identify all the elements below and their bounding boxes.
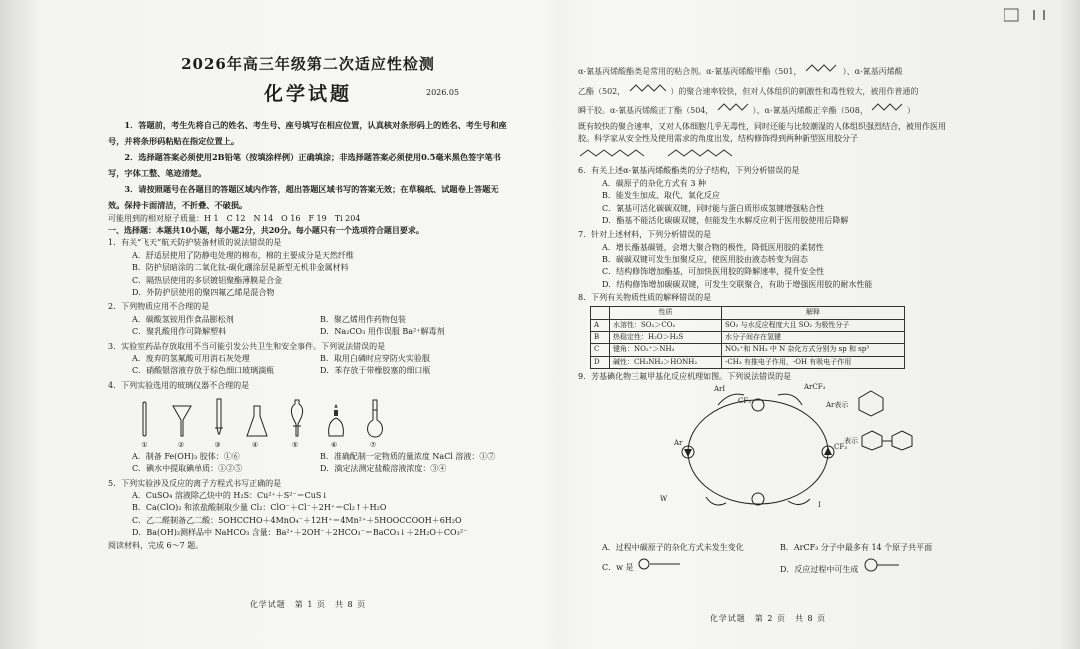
separatory-funnel-icon: [288, 398, 306, 438]
question-9: [578, 372, 958, 575]
option-a: A．制备 Fe(OH)₃ 胶体：①⑥: [132, 451, 240, 461]
label-2: ②: [177, 441, 185, 450]
option-b: B．能发生加成、取代、氧化反应: [602, 191, 720, 201]
option-c: C．结构修饰增加酯基，可加快医用胶的降解速率，提升安全性: [602, 267, 825, 277]
instruction-3: 3．请按照题号在各题目的答题区域内作答，超出答题区域书写的答案无效；在草稿纸、试题卷上答题无效。保持卡面清洁，不折叠、不破损。: [108, 183, 499, 210]
option-c: C．碘水中提取碘单质：①②⑤: [132, 464, 243, 474]
table-row: [591, 319, 905, 331]
table-cell: 水溶性：SO₂＞CO₂: [610, 319, 722, 331]
question-4: [108, 380, 508, 476]
question-stem: 2．下列物质应用不合理的是: [108, 302, 210, 312]
option-b: B．Ca(ClO)₂ 和浓盐酸制取少量 Cl₂：ClO⁻＋Cl⁻＋2H⁺＝Cl₂↑＋H₂O: [132, 503, 387, 513]
option-a: A．碳酸氢铵用作食品膨松剂: [132, 314, 234, 324]
property-table: [590, 306, 905, 369]
label-cf3-right: CF₃: [834, 443, 848, 452]
glassware-labels: [108, 440, 508, 451]
option-d: D．苯存放于带橡胶塞的细口瓶: [320, 366, 431, 376]
label-5: ⑤: [291, 441, 299, 450]
table-header: 解释: [722, 307, 905, 319]
question-stem: 5．下列实验涉及反应的离子方程式书写正确的是: [108, 478, 282, 488]
passage-part-6: ）、α-氰基丙烯酸正辛酯（508，: [752, 106, 868, 116]
question-stem: 3．实验室药品存放取用不当可能引发公共卫生和安全事件。下列说法错误的是: [108, 341, 386, 351]
option-b: B．准确配制一定物质的量浓度 NaCl 溶液：①⑦: [320, 451, 496, 461]
question-8: [578, 293, 958, 369]
instructions: [108, 118, 508, 214]
option-d-text: D．反应过程中可生成: [780, 564, 859, 574]
table-row: [591, 356, 905, 368]
question-7: [578, 229, 958, 291]
passage-part-2: ）、α-氰基丙烯酸: [842, 67, 903, 76]
table-cell: 碱性：CH₃NH₂＞HONH₂: [610, 356, 722, 368]
table-cell: D: [591, 356, 610, 368]
option-b: B．ArCF₃ 分子中最多有 14 个原子共平面: [780, 543, 933, 553]
bipyridine-icon: [860, 429, 916, 451]
table-cell: A: [591, 319, 610, 331]
conical-flask-icon: [246, 398, 268, 438]
reading-note: 阅读材料，完成 6～7 题。: [108, 540, 204, 550]
structure-502-icon: [628, 82, 668, 94]
label-3: ③: [214, 441, 221, 450]
option-c: [602, 558, 780, 576]
glass-rod-icon: [138, 398, 152, 438]
table-cell: C: [591, 344, 610, 356]
expand-icon[interactable]: [1004, 8, 1050, 22]
funnel-icon: [172, 398, 192, 438]
option-d: D．酯基不能活化碳碳双键，但能发生水解反应利于医用胶使用后降解: [602, 215, 849, 225]
option-a: A．废弃的氢氟酸可用消石灰处理: [132, 353, 250, 363]
table-cell: B: [591, 331, 610, 343]
option-d: D．滴定法测定盐酸溶液浓度：③④: [320, 464, 447, 474]
option-a: A．舒适层使用了防静电处理的棉布，棉的主要成分是天然纤维: [132, 250, 354, 260]
passage-part-4: ）的聚合速率较快，但对人体组织的刺激性和毒性较大，被用作普通的: [670, 86, 919, 96]
label-4: ④: [251, 441, 259, 450]
label-cf3-top: CF₃: [738, 397, 752, 406]
legend-nn-text: 表示: [844, 437, 858, 446]
table-cell: SO₂ 与水反应程度大且 SO₂ 为极性分子: [722, 319, 905, 331]
instruction-1: 1．答题前，考生先将自己的姓名、考生号、座号填写在相应位置，认真核对条形码上的姓名、考生号和座号，并将条形码粘贴在指定位置上。: [108, 119, 507, 146]
label-ari: ArI: [714, 385, 726, 394]
passage-part-1: α-氰基丙烯酸酯类是常用的粘合剂。α-氰基丙烯酸甲酯（501，: [578, 67, 802, 76]
option-a: A．过程中碳原子的杂化方式未发生变化: [602, 543, 744, 553]
option-c: C．硝酸银溶液存放于棕色细口玻璃滴瓶: [132, 366, 275, 376]
table-row: [591, 331, 905, 343]
option-d: [780, 558, 958, 576]
question-5: [108, 478, 508, 552]
question-3: [108, 341, 508, 378]
option-d: D．外防护层使用的聚四氟乙烯是混合物: [132, 287, 275, 297]
label-i: I: [818, 501, 821, 510]
question-1: [108, 237, 508, 299]
label-1: ①: [141, 441, 148, 450]
question-2: [108, 301, 508, 338]
option-a: A．CuSO₄ 溶液除乙炔中的 H₂S：Cu²⁺＋S²⁻＝CuS↓: [132, 491, 329, 501]
table-cell: 水分子间存在氢键: [722, 331, 905, 343]
label-w: W: [660, 495, 668, 504]
question-stem: 9．芳基碘化物三氟甲基化反应机理如图。下列说法错误的是: [578, 372, 792, 382]
question-stem: 8．下列有关物质性质的解释错误的是: [578, 293, 712, 303]
question-stem: 4．下列实验选用的玻璃仪器不合理的是: [108, 380, 250, 390]
page-footer: 化学试题 第 1 页 共 8 页: [249, 600, 367, 610]
option-d: D．Ba(OH)₂测样品中 NaHCO₃ 含量：Ba²⁺＋2OH⁻＋2HCO₃⁻＝BaCO₃↓＋2H₂O＋CO₃²⁻: [132, 528, 468, 538]
structure-501-icon: [804, 62, 840, 74]
section-heading: 一、选择题：本题共10小题，每小题2分，共20分。每小题只有一个选项符合题目要求。: [108, 224, 424, 235]
passage-part-5: 瞬干胶。α-氰基丙烯酸正丁酯（504，: [578, 106, 714, 116]
option-a: A．增长酯基碳链，会增大聚合物的极性，降低医用胶的柔韧性: [602, 242, 824, 252]
alcohol-lamp-icon: [326, 398, 346, 438]
option-a: A．碳原子的杂化方式有 3 种: [602, 178, 706, 188]
instruction-2: 2．选择题答案必须使用2B铅笔（按填涂样例）正确填涂；非选择题答案必须使用0.5毫米黑色签字笔书写，字体工整、笔迹清楚。: [108, 151, 501, 178]
subject-heading: 化学试题: [263, 83, 352, 106]
structure-504-icon: [716, 101, 750, 113]
option-b: B．防护层暗涂的二氧化钛-碳化硼涂层是新型无机非金属材料: [132, 263, 349, 273]
label-6: ⑥: [330, 441, 338, 450]
passage-part-8: 既有较快的聚合速率，又对人体细胞几乎无毒性，同时还能与比较潮湿的人体组织强烈结合，被用作医用胶。科学家从安全性及使用需求的角度出发，结构修饰得到两种新型医用胶分子: [578, 121, 946, 144]
table-cell: NO₂⁺和 NH₃ 中 N 杂化方式分别为 sp 和 sp³: [722, 344, 905, 356]
option-b: B．聚乙烯用作药物包装: [320, 314, 406, 324]
product-structure-icon: [861, 558, 901, 572]
page-footer: 化学试题 第 2 页 共 8 页: [709, 614, 827, 624]
label-arcf3: ArCF₃: [804, 383, 826, 392]
table-cell: -CH₃ 有推电子作用，-OH 有吸电子作用: [722, 356, 905, 368]
exam-page-2: [578, 62, 958, 639]
exam-subtitle: [108, 82, 508, 108]
option-c: C．隔热层使用的多层镀铝聚酯薄膜是合金: [132, 275, 283, 285]
mechanism-diagram: [578, 383, 958, 543]
legend-ar-text: Ar表示: [826, 401, 849, 410]
exam-date: 2026.05: [426, 88, 460, 98]
option-d: D．结构修饰增加碳碳双键，可发生交联聚合，有助于增强医用胶的耐水性能: [602, 279, 873, 289]
reading-passage: [578, 62, 958, 121]
question-stem: 6．有关上述α-氰基丙烯酸酯类的分子结构，下列分析错误的是: [578, 166, 800, 176]
label-7: ⑦: [369, 441, 377, 450]
option-d: D．Na₂CO₃ 用作误服 Ba²⁺解毒剂: [320, 327, 445, 337]
table-header: [591, 307, 610, 319]
table-cell: 热稳定性：H₂O＞H₂S: [610, 331, 722, 343]
exam-title: 2026年高三年级第二次适应性检测: [181, 55, 435, 73]
label-ar-left: Ar: [674, 439, 683, 448]
passage-part-3: 乙酯（502，: [578, 86, 626, 96]
exam-page-1: [108, 48, 508, 639]
table-row: [591, 344, 905, 356]
option-b: B．碳碳双键可发生加聚反应，使医用胶由液态转变为固态: [602, 255, 808, 265]
w-structure-icon: [636, 558, 682, 570]
option-c: C．乙二醛制备乙二酸：5OHCCHO＋4MnO₄⁻＋12H⁺＝4Mn²⁺＋5HOOCCOOH＋6H₂O: [132, 515, 462, 525]
passage-part-7: ）: [906, 106, 915, 116]
option-c: C．氰基可活化碳碳双键，同时能与蛋白质形成氢键增强粘合性: [602, 203, 825, 213]
table-cell: 键角：NO₂⁺＞NH₃: [610, 344, 722, 356]
volumetric-flask-icon: [366, 398, 384, 438]
question-stem: 1．有关“飞天”航天防护装备材质的说法错误的是: [108, 238, 282, 248]
option-c: C．聚乳酸用作可降解塑料: [132, 327, 227, 337]
pentafluorophenyl-icon: [856, 389, 886, 417]
glassware-figure: [108, 396, 508, 438]
burette-icon: [212, 398, 226, 438]
table-header: 性质: [610, 307, 722, 319]
structure-508-icon: [870, 101, 904, 113]
option-b: B．取用白磷时应穿防火实验服: [320, 353, 430, 363]
option-c-text: C．w 是: [602, 562, 634, 572]
atomic-mass-line: 可能用到的相对原子质量：H 1 C 12 N 14 O 16 F 19 Ti 204: [108, 213, 361, 223]
question-stem: 7．针对上述材料，下列分析错误的是: [578, 230, 712, 240]
table-header-row: [591, 307, 905, 319]
question-6: [578, 165, 958, 227]
new-adhesive-structure-icon: [578, 146, 748, 160]
